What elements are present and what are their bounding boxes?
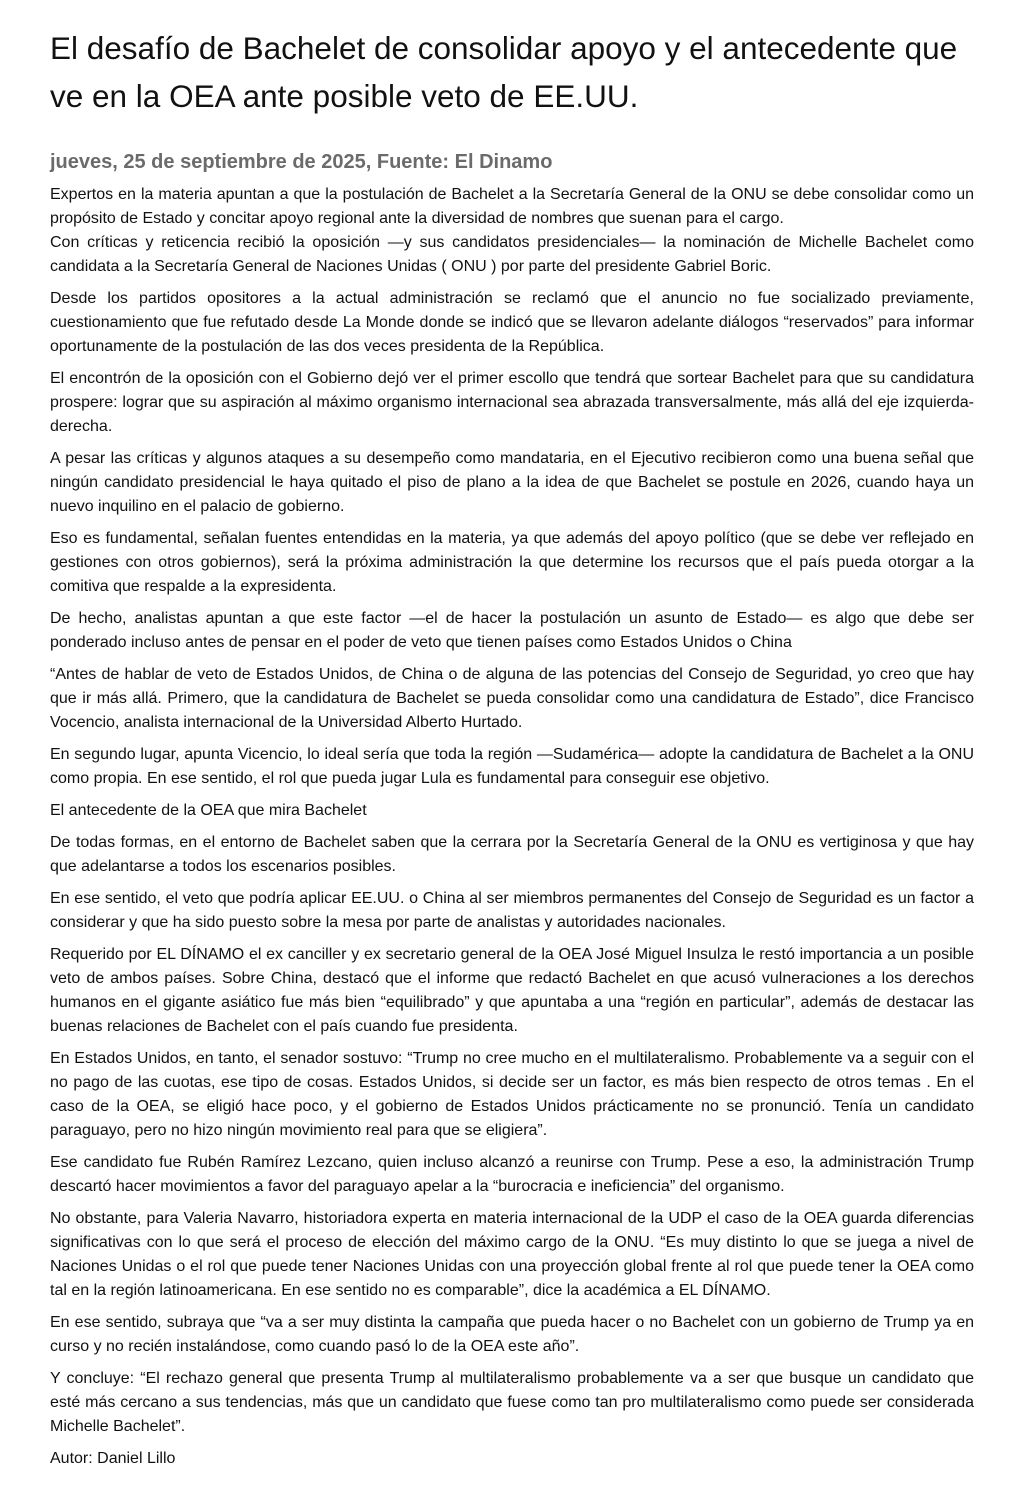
paragraph: Y concluye: “El rechazo general que presenta Trump al multilateralismo probablemente va a ser que busque un candidato que esté más cercano a sus tendencias, más que un candidato que fuese como tan pro multilateralismo como puede ser considerada Michelle Bachelet”. xyxy=(50,1370,974,1435)
paragraph-lead: Expertos en la materia apuntan a que la postulación de Bachelet a la Secretaría General de la ONU se debe consolidar como un propósito de Estado y concitar apoyo regional ante la diversidad de nombres que suenan para el cargo. xyxy=(50,186,974,227)
paragraph: En segundo lugar, apunta Vicencio, lo ideal sería que toda la región —Sudamérica— adopte la candidatura de Bachelet a la ONU como propia. En ese sentido, el rol que pueda jugar Lula es fundamental para conseguir ese objetivo. xyxy=(50,746,974,787)
article-author: Autor: Daniel Lillo xyxy=(50,1450,176,1467)
paragraph: “Antes de hablar de veto de Estados Unidos, de China o de alguna de las potencias del Consejo de Seguridad, yo creo que hay que ir más allá. Primero, que la candidatura de Bachelet se pueda consolidar como una candidatura de Estado”, dice Francisco Vocencio, analista internacional de la Universidad Alberto Hurtado. xyxy=(50,666,974,731)
section-subheading: El antecedente de la OEA que mira Bachelet xyxy=(50,802,367,819)
paragraph: Ese candidato fue Rubén Ramírez Lezcano, quien incluso alcanzó a reunirse con Trump. Pese a eso, la administración Trump descartó hacer movimientos a favor del paraguayo apelar a la “burocracia e ineficiencia” del organismo. xyxy=(50,1154,974,1195)
article-body xyxy=(50,183,974,1471)
paragraph: De todas formas, en el entorno de Bachelet saben que la cerrara por la Secretaría General de la ONU es vertiginosa y que hay que adelantarse a todos los escenarios posibles. xyxy=(50,834,974,875)
paragraph: A pesar las críticas y algunos ataques a su desempeño como mandataria, en el Ejecutivo recibieron como una buena señal que ningún candidato presidencial le haya quitado el piso de plano a la idea de que Bachelet se postule en 2026, cuando haya un nuevo inquilino en el palacio de gobierno. xyxy=(50,450,974,515)
paragraph: En Estados Unidos, en tanto, el senador sostuvo: “Trump no cree mucho en el multilateralismo. Probablemente va a seguir con el no pago de las cuotas, ese tipo de cosas. Estados Unidos, si decide ser un factor, es más bien respecto de otros temas . En el caso de la OEA, se eligió hace poco, y el gobierno de Estados Unidos prácticamente no se pronunció. Tenía un candidato paraguayo, pero no hizo ningún movimiento real para que se eligiera”. xyxy=(50,1050,974,1139)
paragraph: No obstante, para Valeria Navarro, historiadora experta en materia internacional de la UDP el caso de la OEA guarda diferencias significativas con lo que será el proceso de elección del máximo cargo de la ONU. “Es muy distinto lo que se juega a nivel de Naciones Unidas o el rol que puede tener Naciones Unidas con una proyección global frente al rol que puede tener la OEA como tal en la región latinoamericana. En ese sentido no es comparable”, dice la académica a EL DÍNAMO. xyxy=(50,1210,974,1299)
paragraph: De hecho, analistas apuntan a que este factor —el de hacer la postulación un asunto de Estado— es algo que debe ser ponderado incluso antes de pensar en el poder de veto que tienen países como Estados Unidos o China xyxy=(50,610,974,651)
paragraph: En ese sentido, subraya que “va a ser muy distinta la campaña que pueda hacer o no Bachelet con un gobierno de Trump ya en curso y no recién instalándose, como cuando pasó lo de la OEA este año”. xyxy=(50,1314,974,1355)
paragraph: Eso es fundamental, señalan fuentes entendidas en la materia, ya que además del apoyo político (que se debe ver reflejado en gestiones con otros gobiernos), será la próxima administración la que determine los recursos que el país pueda otorgar a la comitiva que respalde a la expresidenta. xyxy=(50,530,974,595)
paragraph: Requerido por EL DÍNAMO el ex canciller y ex secretario general de la OEA José Miguel Insulza le restó importancia a un posible veto de ambos países. Sobre China, destacó que el informe que redactó Bachelet en que acusó vulneraciones a los derechos humanos en el gigante asiático fue más bien “equilibrado” y que apuntaba a una “región en particular”, además de destacar las buenas relaciones de Bachelet con el país cuando fue presidenta. xyxy=(50,946,974,1035)
paragraph: El encontrón de la oposición con el Gobierno dejó ver el primer escollo que tendrá que sortear Bachelet para que su candidatura prospere: lograr que su aspiración al máximo organismo internacional sea abrazada transversalmente, más allá del eje izquierda-derecha. xyxy=(50,370,974,435)
article-title: El desafío de Bachelet de consolidar apoyo y el antecedente que ve en la OEA ante posible veto de EE.UU. xyxy=(50,30,958,114)
paragraph: Desde los partidos opositores a la actual administración se reclamó que el anuncio no fue socializado previamente, cuestionamiento que fue refutado desde La Monde donde se indicó que se llevaron adelante diálogos “reservados” para informar oportunamente de la postulación de las dos veces presidenta de la República. xyxy=(50,290,974,355)
paragraph: Con críticas y reticencia recibió la oposición —y sus candidatos presidenciales— la nominación de Michelle Bachelet como candidata a la Secretaría General de Naciones Unidas ( ONU ) por parte del presidente Gabriel Boric. xyxy=(50,234,974,275)
paragraph: En ese sentido, el veto que podría aplicar EE.UU. o China al ser miembros permanentes del Consejo de Seguridad es un factor a considerar y que ha sido puesto sobre la mesa por parte de analistas y autoridades nacionales. xyxy=(50,890,974,931)
article-dateline: jueves, 25 de septiembre de 2025, Fuente: El Dinamo xyxy=(50,151,553,173)
